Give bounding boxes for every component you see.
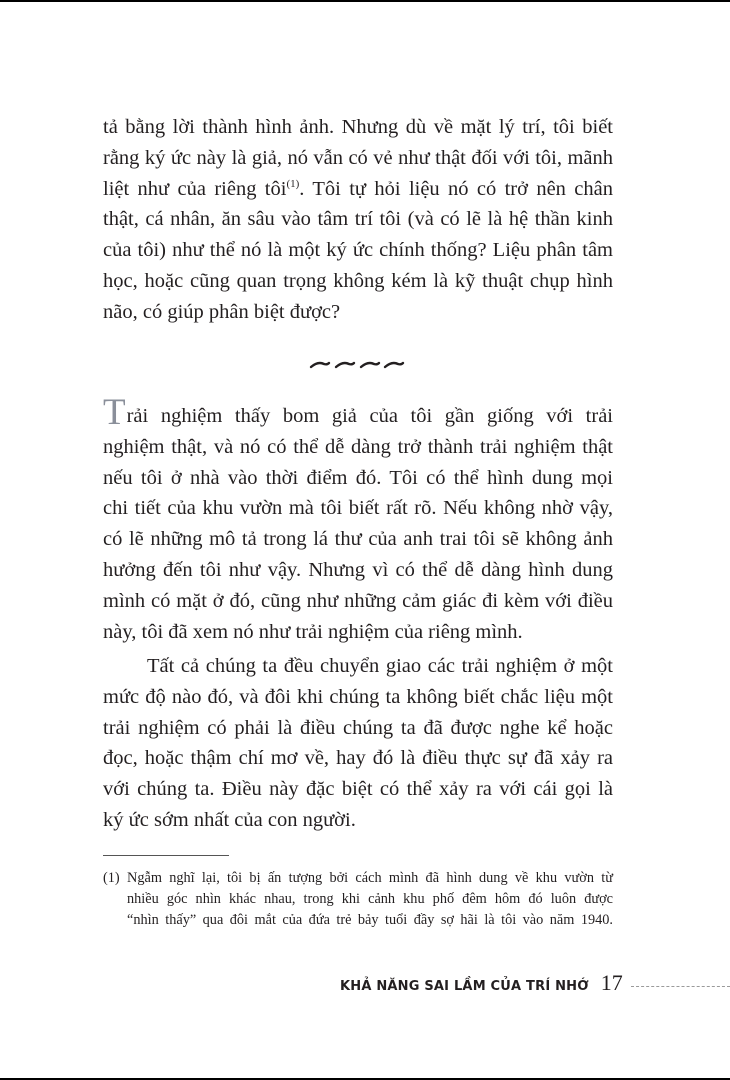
chapter-title: KHẢ NĂNG SAI LẦM CỦA TRÍ NHỚ — [340, 979, 589, 994]
text-line: hưởng đến tôi như vậy. Nhưng vì có thể dễ dàng hình dung — [103, 558, 613, 581]
text-line: đọc, hoặc thậm chí mơ về, hay đó là điều thực sự đã xảy ra — [103, 747, 613, 770]
footnote-line: Ngẫm nghĩ lại, tôi bị ấn tượng bởi cách mình đã hình dung về khu vườn từ — [127, 870, 613, 886]
page-number: 17 — [600, 970, 623, 995]
paragraph-dropcap — [103, 392, 613, 647]
footnote-line: nhiều góc nhìn khác nhau, trong khi cảnh khu phố đêm hôm đó luôn được — [127, 891, 613, 907]
text-line: thật, cá nhân, ăn sâu vào tâm trí tôi (và có lẽ là hệ thần kinh — [103, 208, 613, 231]
section-break-ornament-icon — [308, 355, 408, 373]
footnote-line: “nhìn thấy” qua đôi mắt của đứa trẻ bảy tuổi đầy sợ hãi là tôi vào năm 1940. — [127, 912, 613, 928]
footnote-number: (1) — [103, 870, 120, 886]
text-line: nghiệm thật, và nó có thể dễ dàng trở thành trải nghiệm thật — [103, 435, 613, 458]
footnote-separator — [103, 855, 229, 856]
text-segment: rải nghiệm thấy bom giả của tôi gần giống với trải — [126, 405, 613, 427]
paragraph-continued — [103, 112, 613, 328]
text-line: có lẽ những mô tả trong lá thư của anh trai tôi sẽ không ảnh — [103, 528, 613, 551]
text-line: này, tôi đã xem nó như trải nghiệm của riêng mình. — [103, 620, 523, 643]
text-line: tả bằng lời thành hình ảnh. Nhưng dù về mặt lý trí, tôi biết — [103, 116, 613, 138]
paragraph-indented — [103, 651, 613, 836]
dotted-leader — [631, 986, 730, 987]
text-line: trải nghiệm có phải là điều chúng ta đã được nghe kể hoặc — [103, 716, 613, 739]
footnote-reference[interactable]: (1) — [286, 177, 300, 190]
text-line: Tất cả chúng ta đều chuyển giao các trải nghiệm ở một — [147, 655, 613, 677]
running-footer — [340, 970, 730, 996]
text-line: của tôi) như thể nó là một ký ức chính thống? Liệu phân tâm — [103, 239, 613, 262]
top-border — [0, 0, 730, 2]
text-line: mức độ nào đó, và đôi khi chúng ta không biết chắc liệu một — [103, 685, 613, 708]
text-line: ký ức sớm nhất của con người. — [103, 808, 356, 831]
text-line-with-footnote — [103, 174, 613, 205]
text-line: rằng ký ức này là giả, nó vẫn có vẻ như thật đối với tôi, mãnh — [103, 146, 613, 169]
text-segment: . Tôi tự hỏi liệu nó có trở nên chân — [299, 177, 613, 200]
text-line: não, có giúp phân biệt được? — [103, 300, 341, 323]
text-segment: liệt như của riêng tôi — [103, 177, 287, 200]
footnote — [103, 868, 613, 931]
drop-cap: T — [103, 392, 126, 433]
text-line — [103, 392, 613, 433]
text-line: chi tiết của khu vườn mà tôi biết rất rõ. Nếu không nhờ vậy, — [103, 497, 613, 520]
text-line: học, hoặc cũng quan trọng không kém là kỹ thuật chụp hình — [103, 269, 613, 292]
text-line: nếu tôi ở nhà vào thời điểm đó. Tôi có thể hình dung mọi — [103, 466, 613, 489]
text-line: với chúng ta. Điều này đặc biệt có thể xảy ra với cái gọi là — [103, 778, 613, 801]
text-line: mình có mặt ở đó, cũng như những cảm giác đi kèm với điều — [103, 589, 613, 612]
